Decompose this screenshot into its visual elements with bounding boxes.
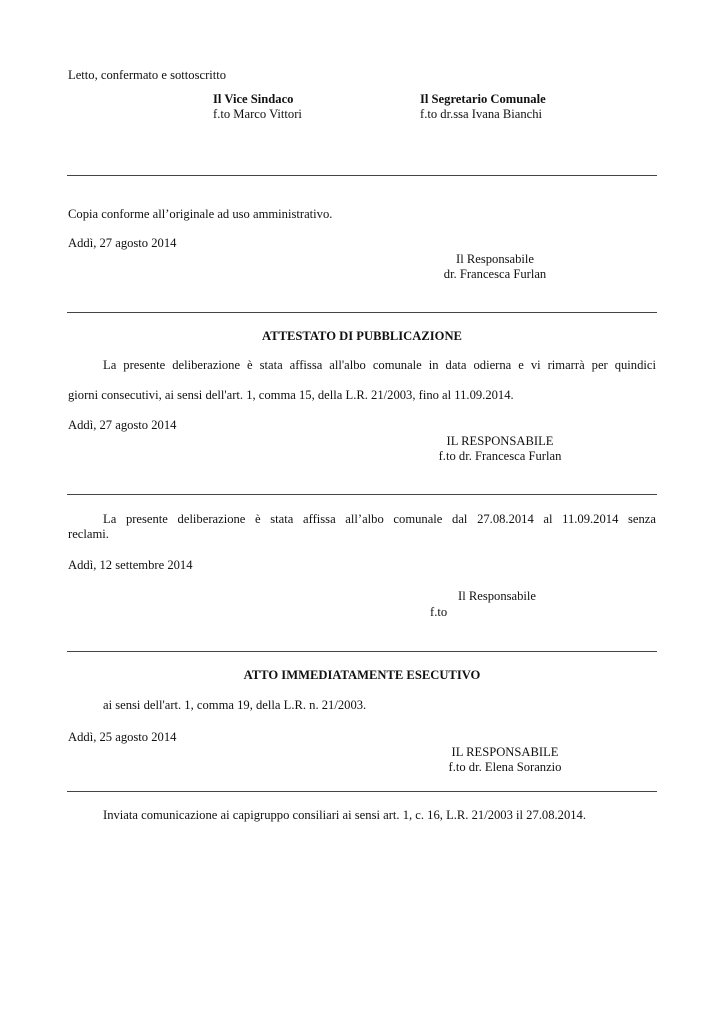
executive-role: IL RESPONSABILE <box>451 745 559 759</box>
executive-date: Addì, 25 agosto 2014 <box>68 730 177 744</box>
publication-signer: f.to dr. Francesca Furlan <box>438 449 562 463</box>
divider <box>67 175 657 176</box>
no-claims-role: Il Responsabile <box>458 589 536 603</box>
certified-copy-text: Copia conforme all’originale ad uso amministrativo. <box>68 207 333 221</box>
divider <box>67 494 657 495</box>
publication-date: Addì, 27 agosto 2014 <box>68 418 177 432</box>
no-claims-signer: f.to <box>430 605 448 619</box>
vice-mayor-name: f.to Marco Vittori <box>213 107 302 121</box>
executive-heading: ATTO IMMEDIATAMENTE ESECUTIVO <box>243 668 481 682</box>
certified-copy-date: Addì, 27 agosto 2014 <box>68 236 177 250</box>
communication-text: Inviata comunicazione ai capigruppo consiliari ai sensi art. 1, c. 16, L.R. 21/2003 il 27.08.2014. <box>103 808 586 822</box>
divider <box>67 791 657 792</box>
signatures-intro: Letto, confermato e sottoscritto <box>68 68 227 82</box>
publication-text-line2: giorni consecutivi, ai sensi dell'art. 1, comma 15, della L.R. 21/2003, fino al 11.09.2014. <box>68 388 514 402</box>
executive-signer: f.to dr. Elena Soranzio <box>448 760 562 774</box>
divider <box>67 651 657 652</box>
certified-copy-role: Il Responsabile <box>456 252 534 266</box>
publication-text-line1: La presente deliberazione è stata affissa all'albo comunale in data odierna e vi rimarrà per quindici <box>103 358 656 372</box>
secretary-title: Il Segretario Comunale <box>420 92 546 106</box>
certified-copy-signer: dr. Francesca Furlan <box>443 267 547 281</box>
no-claims-text-line2: reclami. <box>68 527 109 541</box>
no-claims-text-line1: La presente deliberazione è stata affissa all’albo comunale dal 27.08.2014 al 11.09.2014 senza <box>103 512 656 526</box>
publication-role: IL RESPONSABILE <box>446 434 554 448</box>
secretary-name: f.to dr.ssa Ivana Bianchi <box>420 107 543 121</box>
publication-heading: ATTESTATO DI PUBBLICAZIONE <box>262 329 462 343</box>
vice-mayor-title: Il Vice Sindaco <box>213 92 294 106</box>
no-claims-date: Addì, 12 settembre 2014 <box>68 558 193 572</box>
divider <box>67 312 657 313</box>
executive-text: ai sensi dell'art. 1, comma 19, della L.R. n. 21/2003. <box>103 698 367 712</box>
